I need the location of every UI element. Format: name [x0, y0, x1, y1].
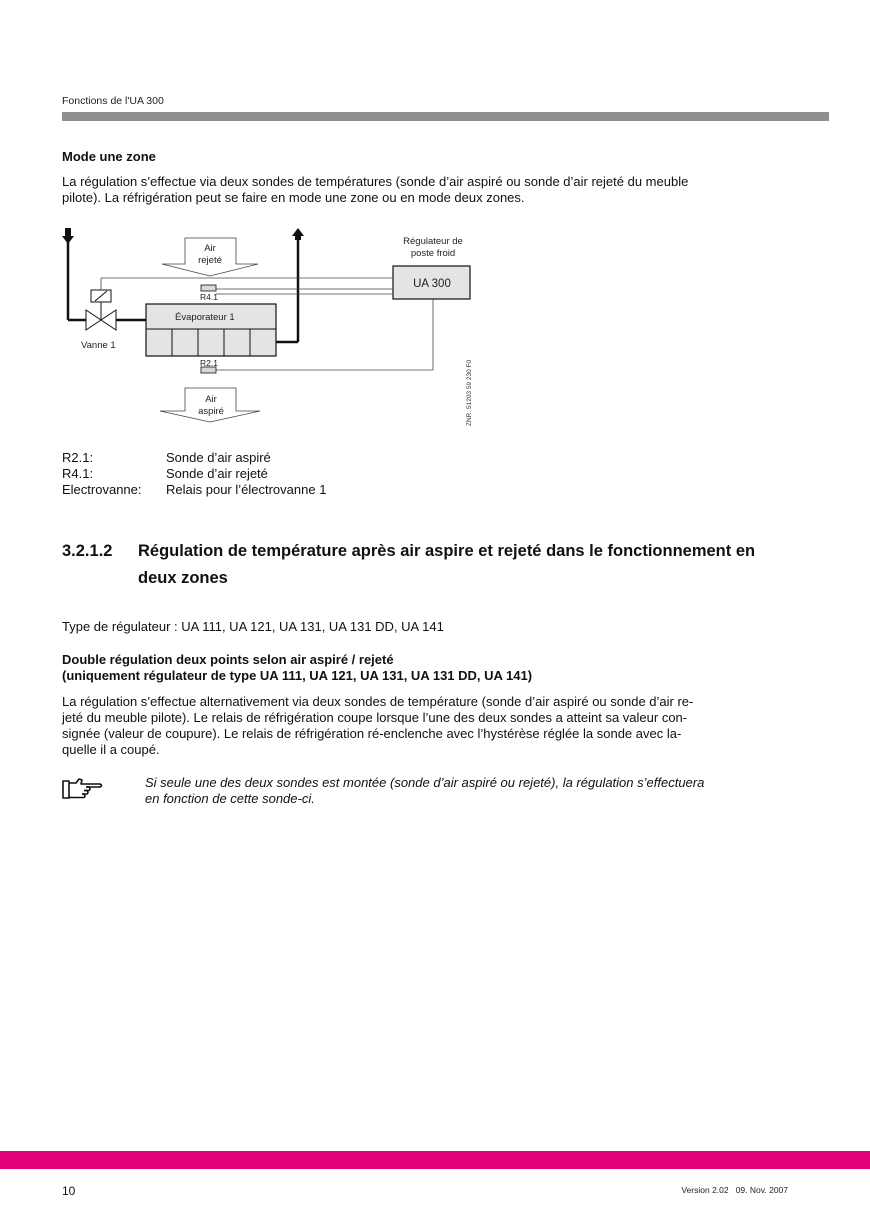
running-header: Fonctions de l'UA 300 [62, 95, 164, 107]
legend-row [62, 450, 326, 466]
double-regulation-paragraph [62, 694, 822, 758]
sensor-r21-label: R2.1 [200, 358, 218, 368]
section-number: 3.2.1.2 [62, 542, 113, 560]
znr-code: ZNR. 51203 59 230 F0 [466, 359, 473, 426]
air-aspire-label-1: Air [205, 394, 217, 405]
section-title-line-2: deux zones [138, 569, 228, 587]
legend-key: R2.1: [62, 450, 94, 465]
double-regulation-title-line-1: Double régulation deux points selon air aspiré / rejeté [62, 652, 394, 667]
note-line-2: en fonction de cette sonde-ci. [145, 791, 315, 806]
legend-value: Relais pour l’électrovanne 1 [166, 482, 327, 497]
air-rejete-label-1: Air [204, 243, 216, 254]
evaporator-label: Évaporateur 1 [175, 312, 235, 323]
legend-key: R4.1: [62, 466, 94, 481]
sensor-r41-label: R4.1 [200, 292, 218, 302]
valve-symbol [86, 290, 116, 330]
air-rejete-label-2: rejeté [198, 255, 222, 266]
version-info: Version 2.02 09. Nov. 2007 [681, 1185, 788, 1195]
controller-label: UA 300 [413, 278, 451, 290]
page-number: 10 [62, 1184, 76, 1198]
legend-row [62, 482, 326, 498]
legend-value: Sonde d’air aspiré [166, 450, 271, 465]
regulator-label-1: Régulateur de [403, 236, 463, 247]
paragraph-line: La régulation s’effectue alternativement via deux sondes de température (sonde d’air aspiré ou sonde d’air re- [62, 694, 694, 709]
header-rule [62, 112, 829, 121]
legend-key: Electrovanne: [62, 482, 142, 497]
legend-row [62, 466, 326, 482]
mode-zone-paragraph [62, 174, 822, 206]
system-diagram [0, 220, 500, 435]
regulator-label-2: poste froid [410, 248, 456, 259]
valve-label: Vanne 1 [81, 340, 116, 351]
note-text [145, 775, 805, 807]
air-aspire-label-2: aspiré [198, 406, 224, 417]
section-heading [62, 538, 822, 592]
paragraph-line: signée (valeur de coupure). Le relais de réfrigération ré-enclenche avec l’hystérèse réglée la sonde avec la- [62, 726, 682, 741]
sensor-r41 [201, 285, 216, 291]
paragraph-line: jeté du meuble pilote). Le relais de réfrigération coupe lorsque l’une des deux sondes a atteint sa valeur con- [62, 710, 688, 725]
mode-zone-line-2: pilote). La réfrigération peut se faire en mode une zone ou en mode deux zones. [62, 190, 525, 205]
footer-accent-bar [0, 1151, 870, 1169]
mode-zone-line-1: La régulation s’effectue via deux sondes de températures (sonde d’air aspiré ou sonde d’air rejeté du meuble [62, 174, 689, 189]
pointing-hand-icon [62, 777, 104, 801]
section-title-line-1: Régulation de température après air aspire et rejeté dans le fonctionnement en [138, 542, 756, 560]
mode-zone-title: Mode une zone [62, 149, 156, 164]
inlet-arrow-icon [62, 228, 74, 244]
regulator-types: Type de régulateur : UA 111, UA 121, UA 131, UA 131 DD, UA 141 [62, 619, 444, 634]
double-regulation-title [62, 652, 532, 684]
legend-value: Sonde d’air rejeté [166, 466, 268, 481]
diagram-legend [62, 450, 326, 498]
note-line-1: Si seule une des deux sondes est montée (sonde d’air aspiré ou rejeté), la régulation s’effectuera [145, 775, 705, 790]
paragraph-line: quelle il a coupé. [62, 742, 160, 757]
double-regulation-title-line-2: (uniquement régulateur de type UA 111, UA 121, UA 131, UA 131 DD, UA 141) [62, 668, 533, 683]
outlet-arrow-icon [292, 228, 304, 240]
